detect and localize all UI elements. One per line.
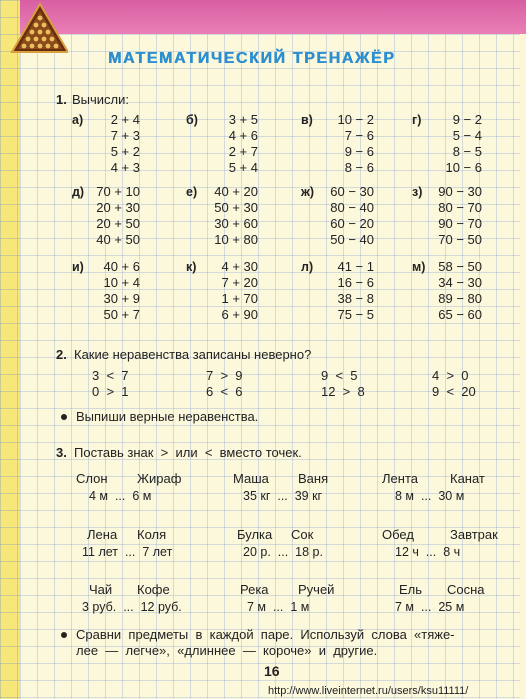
ex2-bullet-text: Выпиши верные неравенства. [76, 409, 259, 424]
expression: 90 − 70 [438, 216, 482, 231]
expression: 5 + 2 [110, 144, 140, 159]
expression-column [204, 112, 258, 176]
page-number: 16 [264, 663, 280, 679]
comparison-values: 7 м ... 1 м [247, 600, 310, 614]
compared-item-name: Завтрак [450, 527, 498, 542]
expression-column [430, 184, 482, 248]
expression: 50 − 40 [330, 232, 374, 247]
expression-column [88, 112, 140, 176]
compared-item-name: Булка [237, 527, 273, 542]
exercise-label: д) [72, 185, 85, 199]
expression: 80 − 70 [438, 200, 482, 215]
expression: 7 + 20 [221, 275, 258, 290]
compared-item-name: Лента [382, 471, 418, 486]
expression: 10 + 4 [103, 275, 140, 290]
left-margin-strip [0, 0, 20, 699]
expression: 7 + 3 [110, 128, 140, 143]
comparison-values: 11 лет ... 7 лет [82, 545, 173, 559]
exercise-label: в) [301, 113, 313, 127]
ex3-bullet-line1: Сравни предметы в каждой паре. Используй слова «тяже- [76, 627, 455, 642]
page-title: МАТЕМАТИЧЕСКИЙ ТРЕНАЖЁР [108, 50, 396, 67]
ex1-number: 1. [56, 92, 67, 107]
expression: 40 + 20 [214, 184, 258, 199]
inequality: 9 < 20 [432, 384, 476, 399]
expression: 89 − 80 [438, 291, 482, 306]
ex2-number: 2. [56, 347, 67, 362]
comparison-values: 8 м ... 30 м [395, 489, 465, 503]
expression: 10 + 80 [214, 232, 258, 247]
expression: 9 − 2 [452, 112, 482, 127]
ex3-number: 3. [56, 445, 67, 460]
expression: 1 + 70 [221, 291, 258, 306]
compared-item-name: Река [240, 582, 269, 597]
expression: 6 + 90 [221, 307, 258, 322]
compared-item-name: Лена [87, 527, 118, 542]
expression-column [318, 112, 374, 176]
expression: 10 − 2 [337, 112, 374, 127]
exercise-label: г) [412, 113, 422, 127]
expression: 10 − 6 [445, 160, 482, 175]
expression: 40 + 6 [103, 259, 140, 274]
exercise-label: м) [412, 260, 426, 274]
compared-item-name: Кофе [137, 582, 170, 597]
expression: 60 − 30 [330, 184, 374, 199]
exercise-label: е) [186, 185, 198, 199]
expression: 58 − 50 [438, 259, 482, 274]
expression: 34 − 30 [438, 275, 482, 290]
expression: 7 − 6 [344, 128, 374, 143]
compared-item-name: Сок [291, 527, 314, 542]
expression-column [88, 184, 140, 248]
comparison-values: 3 руб. ... 12 руб. [82, 600, 182, 614]
compared-item-name: Обед [382, 527, 414, 542]
expression: 3 + 5 [228, 112, 258, 127]
expression-column [88, 259, 140, 323]
expression: 8 − 6 [344, 160, 374, 175]
expression: 2 + 4 [110, 112, 140, 127]
ex2-instruction: Какие неравенства записаны неверно? [74, 347, 312, 362]
expression: 60 − 20 [330, 216, 374, 231]
expression: 38 − 8 [337, 291, 374, 306]
comparison-values: 35 кг ... 39 кг [243, 489, 323, 503]
compared-item-name: Коля [137, 527, 167, 542]
expression: 80 − 40 [330, 200, 374, 215]
compared-item-name: Чай [89, 582, 113, 597]
compared-item-name: Ель [399, 582, 423, 597]
comparison-values: 4 м ... 6 м [89, 489, 152, 503]
expression-column [204, 184, 258, 248]
inequality: 9 < 5 [321, 368, 358, 383]
expression: 16 − 6 [337, 275, 374, 290]
exercise-label: з) [412, 185, 423, 199]
ex3-bullet-line2: лее — легче», «длиннее — короче» и другие. [76, 643, 378, 658]
expression: 20 + 50 [96, 216, 140, 231]
bullet-icon [61, 632, 67, 638]
compared-item-name: Сосна [447, 582, 485, 597]
comparison-values: 20 р. ... 18 р. [243, 545, 323, 559]
expression: 50 + 30 [214, 200, 258, 215]
inequality: 12 > 8 [321, 384, 365, 399]
compared-item-name: Ручей [298, 582, 335, 597]
expression: 90 − 30 [438, 184, 482, 199]
expression-column [318, 184, 374, 248]
expression-column [430, 112, 482, 176]
inequality: 3 < 7 [92, 368, 129, 383]
comparison-values: 12 ч ... 8 ч [395, 545, 461, 559]
exercise-label: ж) [301, 185, 315, 199]
inequality: 0 > 1 [92, 384, 129, 399]
expression: 4 + 30 [221, 259, 258, 274]
expression: 8 − 5 [452, 144, 482, 159]
expression-column [430, 259, 482, 323]
ex3-instruction: Поставь знак > или < вместо точек. [74, 445, 302, 460]
expression: 4 + 3 [110, 160, 140, 175]
expression: 70 − 50 [438, 232, 482, 247]
expression: 5 − 4 [452, 128, 482, 143]
ex1-instruction: Вычисли: [72, 92, 130, 107]
expression: 75 − 5 [337, 307, 374, 322]
expression: 4 + 6 [228, 128, 258, 143]
inequality: 7 > 9 [206, 368, 243, 383]
expression: 70 + 10 [96, 184, 140, 199]
expression: 30 + 60 [214, 216, 258, 231]
expression: 9 − 6 [344, 144, 374, 159]
comparison-values: 7 м ... 25 м [395, 600, 465, 614]
compared-item-name: Маша [233, 471, 269, 486]
inequality: 4 > 0 [432, 368, 469, 383]
expression: 30 + 9 [103, 291, 140, 306]
bullet-icon [61, 414, 67, 420]
compared-item-name: Слон [76, 471, 108, 486]
expression: 20 + 30 [96, 200, 140, 215]
expression: 2 + 7 [228, 144, 258, 159]
compared-item-name: Ваня [298, 471, 329, 486]
expression: 5 + 4 [228, 160, 258, 175]
expression: 40 + 50 [96, 232, 140, 247]
exercise-label: б) [186, 113, 198, 127]
compared-item-name: Жираф [137, 471, 182, 486]
exercise-label: и) [72, 260, 84, 274]
exercise-label: к) [186, 260, 197, 274]
triangle-logo-icon [4, 2, 68, 54]
expression-column [204, 259, 258, 323]
expression-column [318, 259, 374, 323]
expression: 50 + 7 [103, 307, 140, 322]
expression: 41 − 1 [337, 259, 374, 274]
top-banner [0, 0, 526, 34]
expression: 65 − 60 [438, 307, 482, 322]
inequality: 6 < 6 [206, 384, 243, 399]
compared-item-name: Канат [450, 471, 485, 486]
source-url: http://www.liveinternet.ru/users/ksu11111/ [268, 685, 469, 697]
exercise-label: л) [301, 260, 314, 274]
exercise-label: а) [72, 113, 84, 127]
